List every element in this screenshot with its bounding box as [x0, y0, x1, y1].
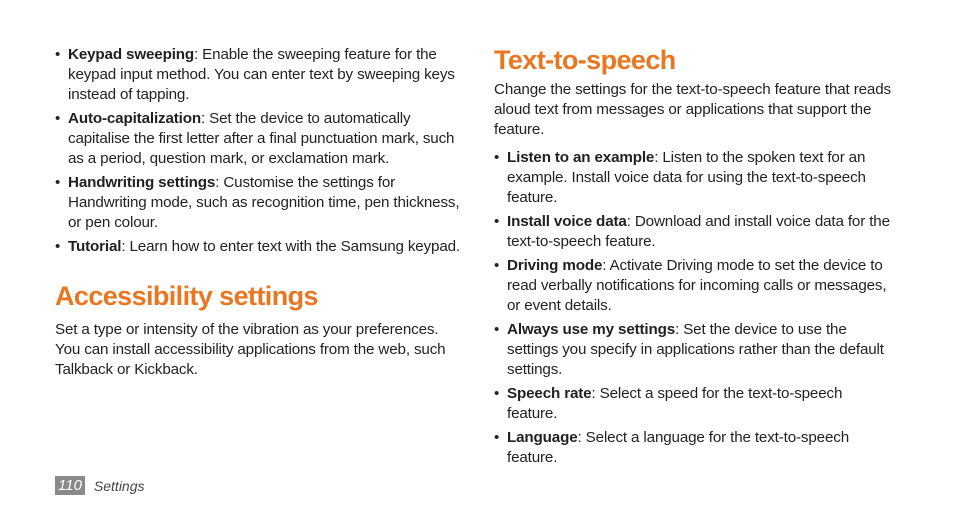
- item-text: : Set the device to use the settings you specify in applications rather than the default settings.: [507, 321, 884, 378]
- item-text: : Set the device to automatically capitalise the first letter after a final punctuation mark, such as a period, question mark, or exclamation mark.: [68, 110, 455, 167]
- list-item: [494, 428, 894, 468]
- list-item: [494, 256, 894, 316]
- item-term: Auto-capitalization: [68, 110, 201, 127]
- page-number: 110: [55, 476, 85, 495]
- section-name: Settings: [93, 477, 145, 494]
- item-term: Keypad sweeping: [68, 46, 195, 63]
- list-item: [494, 320, 894, 380]
- left-column: [55, 0, 465, 380]
- list-item: [494, 212, 894, 252]
- text-to-speech-intro: Change the settings for the text-to-speech feature that reads aloud text from messages or applications that support the feature.: [494, 81, 891, 138]
- accessibility-heading: Accessibility settings: [55, 281, 318, 311]
- item-term: Tutorial: [68, 238, 122, 255]
- list-item: [494, 148, 894, 208]
- list-item: [55, 109, 465, 169]
- item-term: Driving mode: [507, 257, 603, 274]
- list-item: [55, 237, 465, 257]
- item-text: : Learn how to enter text with the Samsung keypad.: [121, 238, 460, 255]
- item-text: : Customise the settings for Handwriting mode, such as recognition time, pen thickness, or pen colour.: [68, 174, 460, 231]
- item-text: : Listen to the spoken text for an example. Install voice data for using the text-to-speech feature.: [507, 149, 866, 206]
- item-text: : Select a speed for the text-to-speech feature.: [507, 385, 843, 422]
- list-item: [494, 384, 894, 424]
- item-text: : Enable the sweeping feature for the keypad input method. You can enter text by sweeping keys instead of tapping.: [68, 46, 455, 103]
- keypad-settings-list: [55, 45, 465, 257]
- right-column: [494, 0, 894, 472]
- item-term: Language: [507, 429, 578, 446]
- text-to-speech-heading: Text-to-speech: [494, 45, 676, 75]
- tts-settings-list: [494, 148, 894, 468]
- item-text: : Activate Driving mode to set the device to read verbally notifications for incoming calls or messages, or event details.: [507, 257, 887, 314]
- item-text: : Download and install voice data for the text-to-speech feature.: [507, 213, 890, 250]
- item-text: : Select a language for the text-to-speech feature.: [507, 429, 849, 466]
- page-footer: [55, 476, 145, 495]
- list-item: [55, 173, 465, 233]
- accessibility-body: Set a type or intensity of the vibration as your preferences. You can install accessibility applications from the web, such Talkback or Kickback.: [55, 321, 446, 378]
- item-term: Listen to an example: [507, 149, 655, 166]
- item-term: Always use my settings: [507, 321, 676, 338]
- item-term: Install voice data: [507, 213, 627, 230]
- list-item: [55, 45, 465, 105]
- item-term: Speech rate: [507, 385, 592, 402]
- item-term: Handwriting settings: [68, 174, 216, 191]
